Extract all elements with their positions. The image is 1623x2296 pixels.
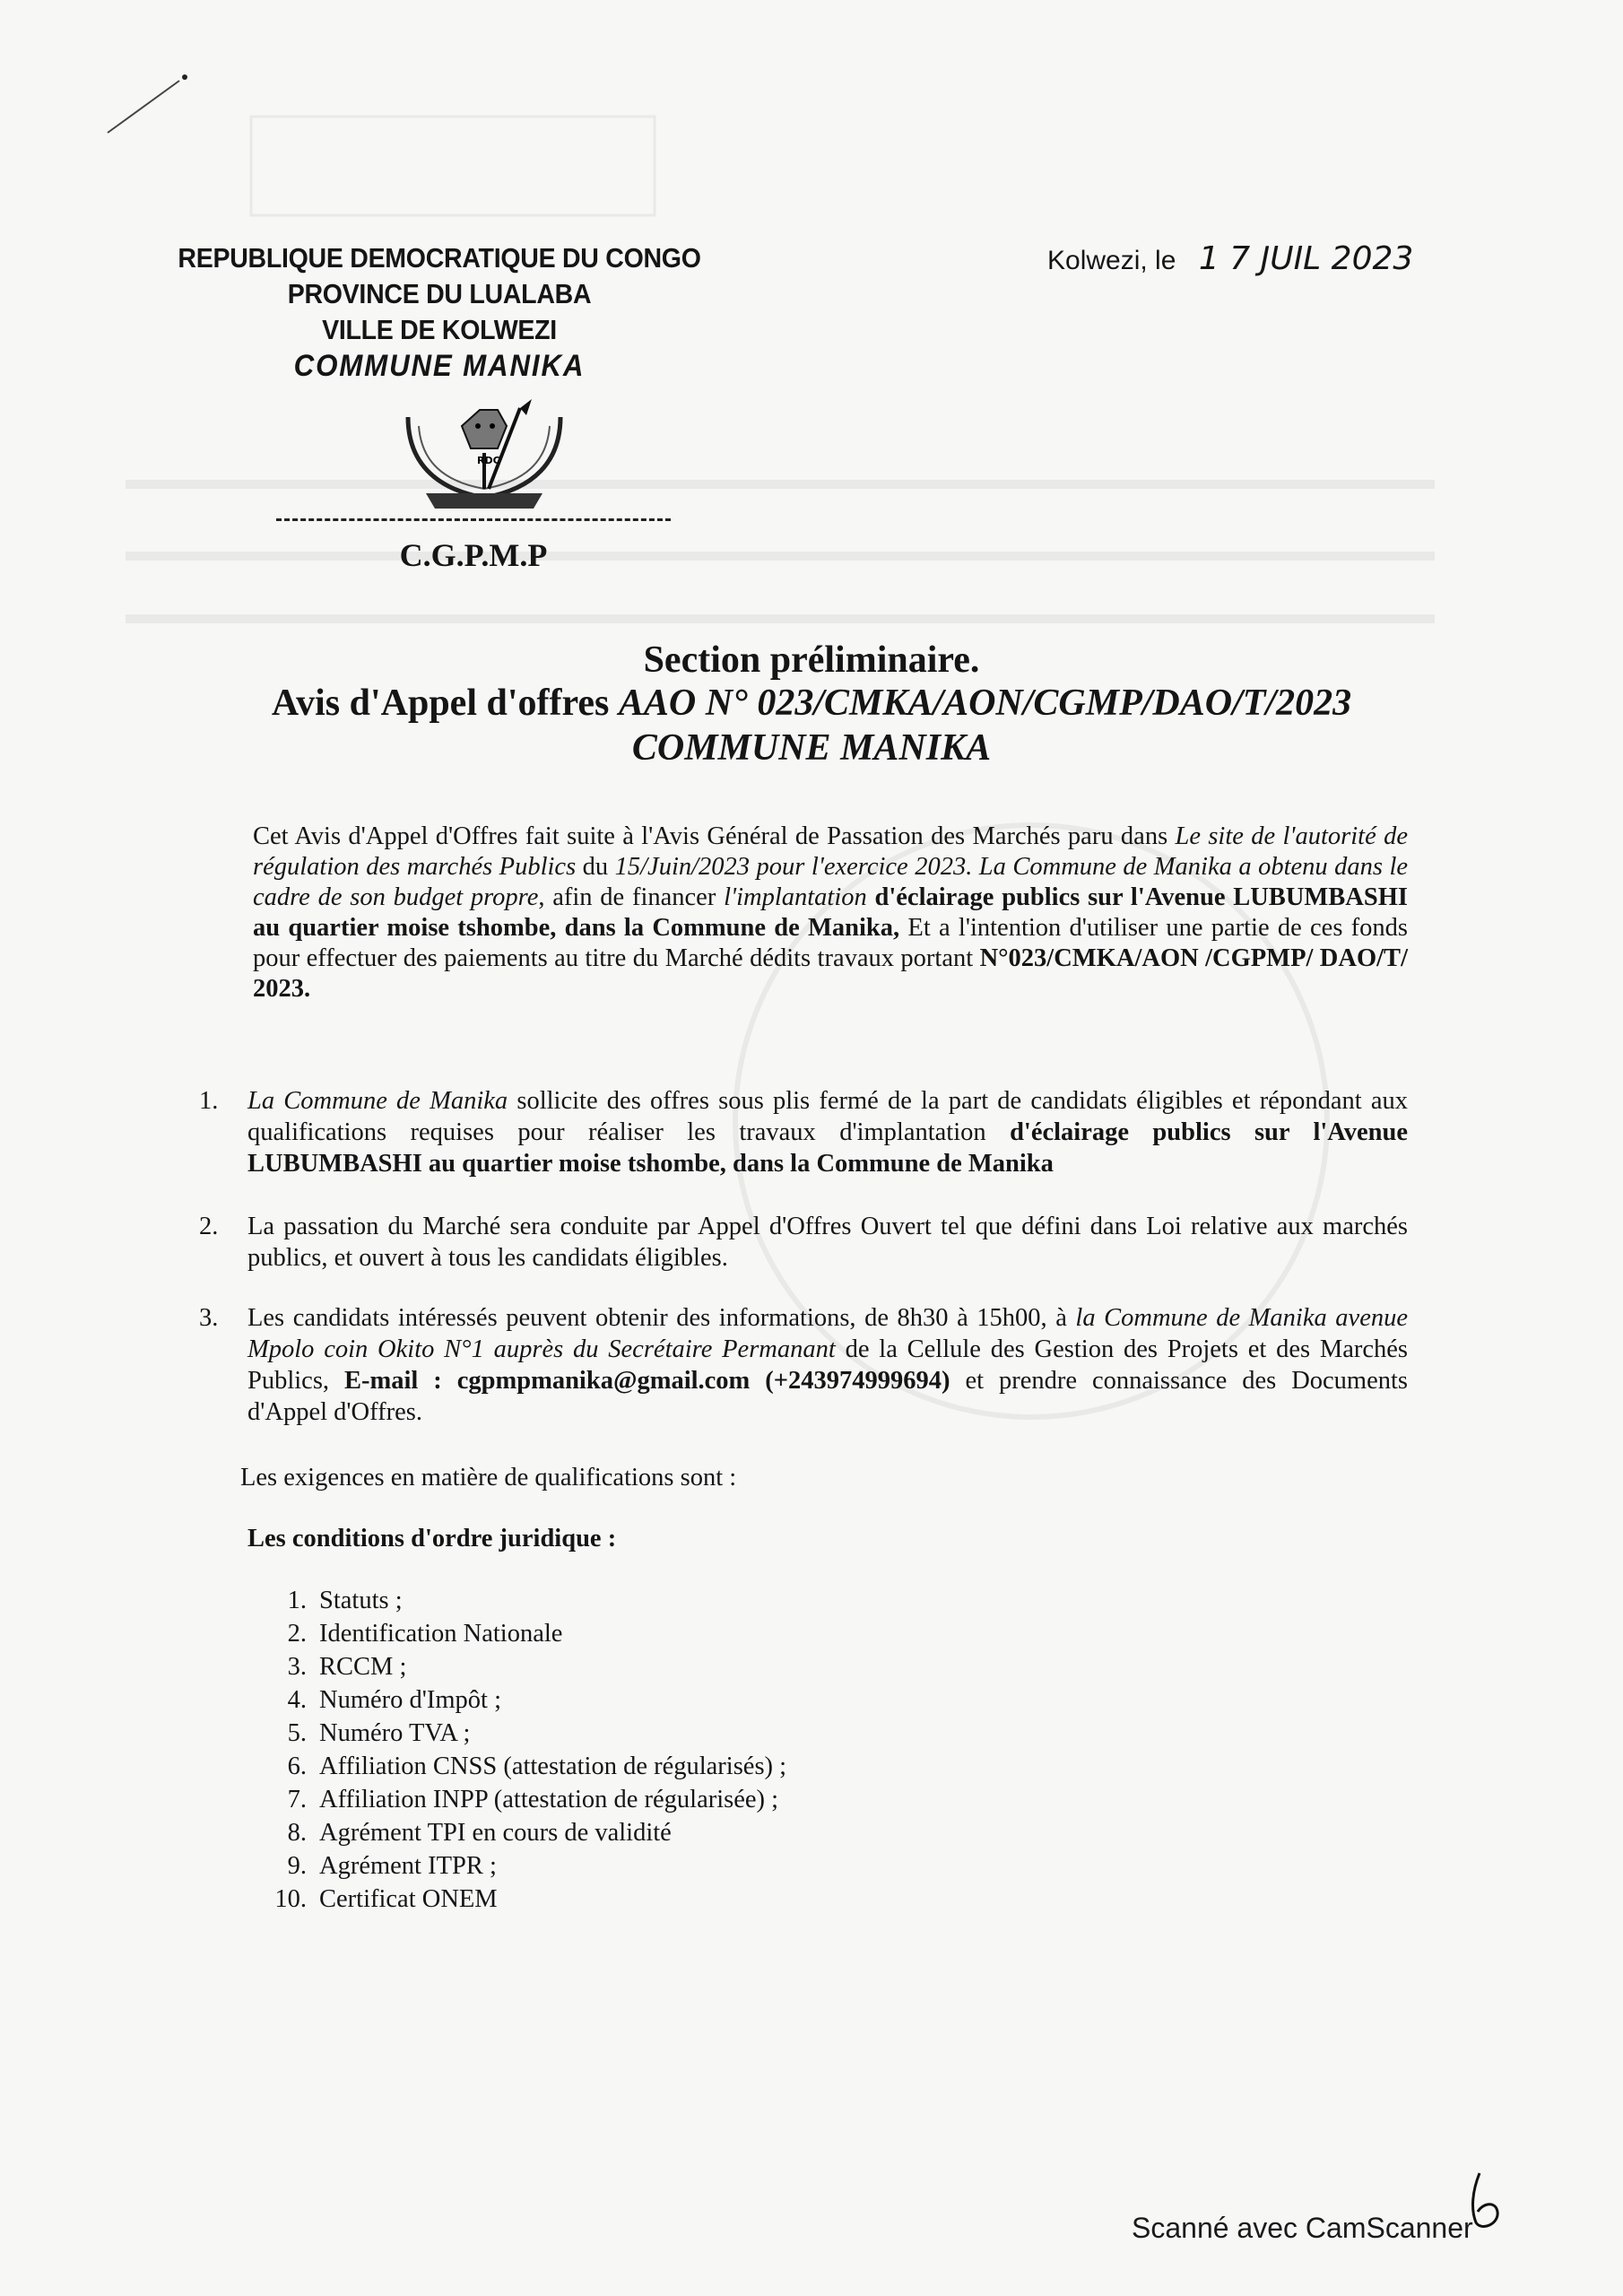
item-body: Les candidats intéressés peuvent obtenir des informations, de 8h30 à 15h00, à [247, 1304, 1076, 1332]
intro-text: Et a l'intention d'utiliser une partie de ces fonds pour effectuer des paiements au titre du Marché dédits travaux portant [253, 914, 1408, 972]
list-item [258, 1750, 786, 1783]
scan-mark [99, 63, 197, 144]
list-item [258, 1617, 786, 1650]
intro-text: Cet Avis d'Appel d'Offres fait suite à l'Avis Général de Passation des Marchés paru dans [253, 822, 1176, 850]
list-text: Numéro TVA ; [319, 1719, 471, 1747]
list-number: 7. [287, 1786, 307, 1813]
list-number: 5. [287, 1719, 307, 1747]
intro-text: du [576, 853, 615, 881]
list-text: Affiliation CNSS (attestation de régularisés) ; [319, 1752, 787, 1780]
cell-acronym: C.G.P.M.P [399, 537, 548, 573]
list-item [258, 1650, 786, 1683]
list-text: RCCM ; [319, 1653, 407, 1681]
emblem-text: RDC [477, 455, 500, 466]
list-text: Identification Nationale [319, 1620, 563, 1648]
intro-source: Le site de l'autorité de régulation des marchés Publics [253, 822, 1408, 881]
letterhead-commune: COMMUNE MANIKA [293, 349, 586, 383]
item-text: La passation du Marché sera conduite par Appel d'Offres Ouvert tel que défini dans Loi relative aux marchés publics, et ouvert à tous les candidats éligibles. [247, 1213, 1408, 1272]
header-divider [276, 518, 671, 521]
list-item [258, 1683, 786, 1717]
list-number: 3. [287, 1653, 307, 1681]
section-title: Section préliminaire. [643, 639, 980, 681]
list-text: Affiliation INPP (attestation de régularisée) ; [319, 1786, 779, 1813]
list-text: Agrément TPI en cours de validité [319, 1819, 672, 1847]
coat-of-arms-icon [399, 399, 569, 516]
notice-commune: COMMUNE MANIKA [631, 727, 992, 769]
intro-budget: 15/Juin/2023 pour l'exercice 2023. La Commune de Manika a obtenu dans le cadre de son budget propre [253, 853, 1409, 911]
intro-reference: N°023/CMKA/AON /CGPMP/ DAO/T/ 2023. [253, 944, 1408, 1003]
item-text [247, 1302, 1408, 1428]
date-line [1047, 240, 1413, 277]
item-body: de la Cellule des Gestion des Projets et des Marchés Publics, [247, 1335, 1408, 1395]
list-number: 6. [287, 1752, 307, 1780]
letterhead-city: VILLE DE KOLWEZI [322, 314, 557, 345]
list-number: 8. [287, 1819, 307, 1847]
letterhead-country: REPUBLIQUE DEMOCRATIQUE DU CONGO [178, 242, 701, 274]
intro-text: , afin de financer [538, 883, 725, 911]
list-text: Statuts ; [319, 1587, 403, 1614]
intro-implantation: l'implantation [724, 883, 867, 911]
intro-project: d'éclairage publics sur l'Avenue LUBUMBASHI au quartier moise tshombe, dans la Commune de Manika, [253, 883, 1408, 942]
intro-paragraph [253, 822, 1408, 1004]
list-text: Certificat ONEM [319, 1885, 498, 1913]
list-number: 4. [287, 1686, 307, 1714]
date-value: 1 7 JUIL 2023 [1198, 240, 1414, 277]
item-project: d'éclairage publics sur l'Avenue LUBUMBASHI au quartier moise tshombe, dans la Commune de Manika [247, 1118, 1409, 1178]
list-text: Numéro d'Impôt ; [319, 1686, 502, 1714]
conditions-list [258, 1584, 786, 1916]
list-item [258, 1783, 786, 1816]
list-number: 2. [287, 1620, 307, 1648]
item-number: 1. [199, 1087, 219, 1115]
list-item [258, 1816, 786, 1849]
list-item [258, 1849, 786, 1883]
list-item [258, 1584, 786, 1617]
item-text [247, 1085, 1408, 1179]
list-text: Agrément ITPR ; [319, 1852, 497, 1880]
item-subject: La Commune de Manika [247, 1087, 508, 1115]
conditions-title: Les conditions d'ordre juridique : [247, 1525, 617, 1552]
scanner-watermark: Scanné avec CamScanner [1132, 2212, 1473, 2244]
list-item [258, 1883, 786, 1916]
item-address: la Commune de Manika avenue Mpolo coin Okito N°1 auprès du Secrétaire Permanant [247, 1304, 1408, 1363]
requirements-intro: Les exigences en matière de qualifications sont : [240, 1464, 737, 1492]
list-number: 1. [287, 1587, 307, 1614]
item-contact: E-mail : cgpmpmanika@gmail.com (+243974999694) [344, 1367, 950, 1395]
list-number: 9. [287, 1852, 307, 1880]
list-number: 10. [274, 1885, 307, 1913]
item-body: sollicite des offres sous plis fermé de la part de candidats éligibles et répondant aux qualifications requises pour réaliser les travaux d'implantation [247, 1087, 1408, 1146]
letterhead [135, 240, 744, 384]
date-label: Kolwezi, le [1047, 246, 1176, 275]
item-body: et prendre connaissance des Documents d'Appel d'Offres. [247, 1367, 1409, 1426]
notice-title-prefix: Avis d'Appel d'offres [271, 683, 619, 724]
item-number: 3. [199, 1304, 219, 1332]
notice-reference: AAO N° 023/CMKA/AON/CGMP/DAO/T/2023 [618, 683, 1352, 724]
letterhead-province: PROVINCE DU LUALABA [287, 278, 592, 309]
list-item [258, 1717, 786, 1750]
item-number: 2. [199, 1213, 219, 1240]
notice-title [0, 682, 1623, 725]
